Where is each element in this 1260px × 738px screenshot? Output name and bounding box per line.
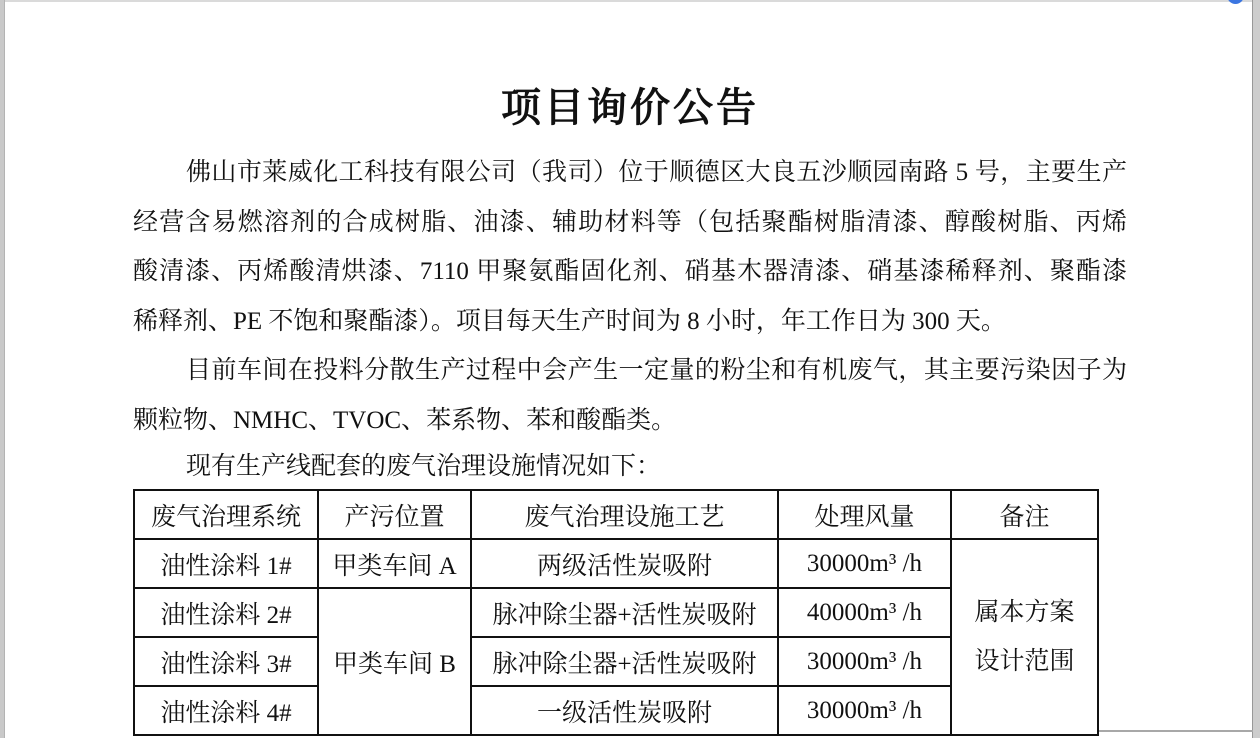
cell-airflow: 30000m³ /h [778, 637, 951, 686]
table-header-row [134, 490, 1098, 539]
paragraph-table-lead-in [133, 445, 1127, 489]
cell-location-workshop-a: 甲类车间 A [318, 539, 471, 588]
page-title: 项目询价公告 [501, 85, 759, 130]
waste-gas-facilities-table [133, 489, 1099, 736]
cell-system: 油性涂料 2# [134, 588, 318, 637]
cell-system: 油性涂料 4# [134, 686, 318, 735]
cell-system: 油性涂料 3# [134, 637, 318, 686]
column-header-airflow: 处理风量 [778, 490, 951, 539]
column-header-process: 废气治理设施工艺 [471, 490, 778, 539]
cell-remark-merged [951, 539, 1098, 735]
cell-process: 一级活性炭吸附 [471, 686, 778, 735]
column-header-system: 废气治理系统 [134, 490, 318, 539]
cell-airflow: 40000m³ /h [778, 588, 951, 637]
column-header-remark: 备注 [951, 490, 1098, 539]
text-line: 稀释剂、PE 不饱和聚酯漆）。项目每天生产时间为 8 小时，年工作日为 300 天。 [133, 307, 1006, 335]
remark-line: 属本方案 [974, 599, 1075, 626]
cell-airflow: 30000m³ /h [778, 686, 951, 735]
cell-process: 脉冲除尘器+活性炭吸附 [471, 588, 778, 637]
cell-system: 油性涂料 1# [134, 539, 318, 588]
paragraph-pollutants [133, 346, 1127, 445]
text-line: 目前车间在投料分散生产过程中会产生一定量的粉尘和有机废气，其主要污染因子为 [186, 357, 1127, 384]
text-line: 酸清漆、丙烯酸清烘漆、7110 甲聚氨酯固化剂、硝基木器清漆、硝基漆稀释剂、聚酯漆 [133, 258, 1127, 285]
text-line: 现有生产线配套的废气治理设施情况如下： [186, 453, 662, 480]
text-line: 佛山市莱威化工科技有限公司（我司）位于顺德区大良五沙顺园南路 5 号，主要生产 [186, 159, 1127, 186]
cell-process: 脉冲除尘器+活性炭吸附 [471, 637, 778, 686]
paragraph-company-intro [133, 148, 1127, 346]
cell-airflow: 30000m³ /h [778, 539, 951, 588]
text-line: 颗粒物、NMHC、TVOC、苯系物、苯和酸酯类。 [133, 406, 677, 434]
table-row [134, 539, 1098, 588]
column-header-location: 产污位置 [318, 490, 471, 539]
cell-location-workshop-b-merged: 甲类车间 B [318, 588, 471, 735]
remark-line: 设计范围 [974, 648, 1075, 675]
text-line: 经营含易燃溶剂的合成树脂、油漆、辅助材料等（包括聚酯树脂清漆、醇酸树脂、丙烯 [133, 208, 1127, 236]
cell-process: 两级活性炭吸附 [471, 539, 778, 588]
